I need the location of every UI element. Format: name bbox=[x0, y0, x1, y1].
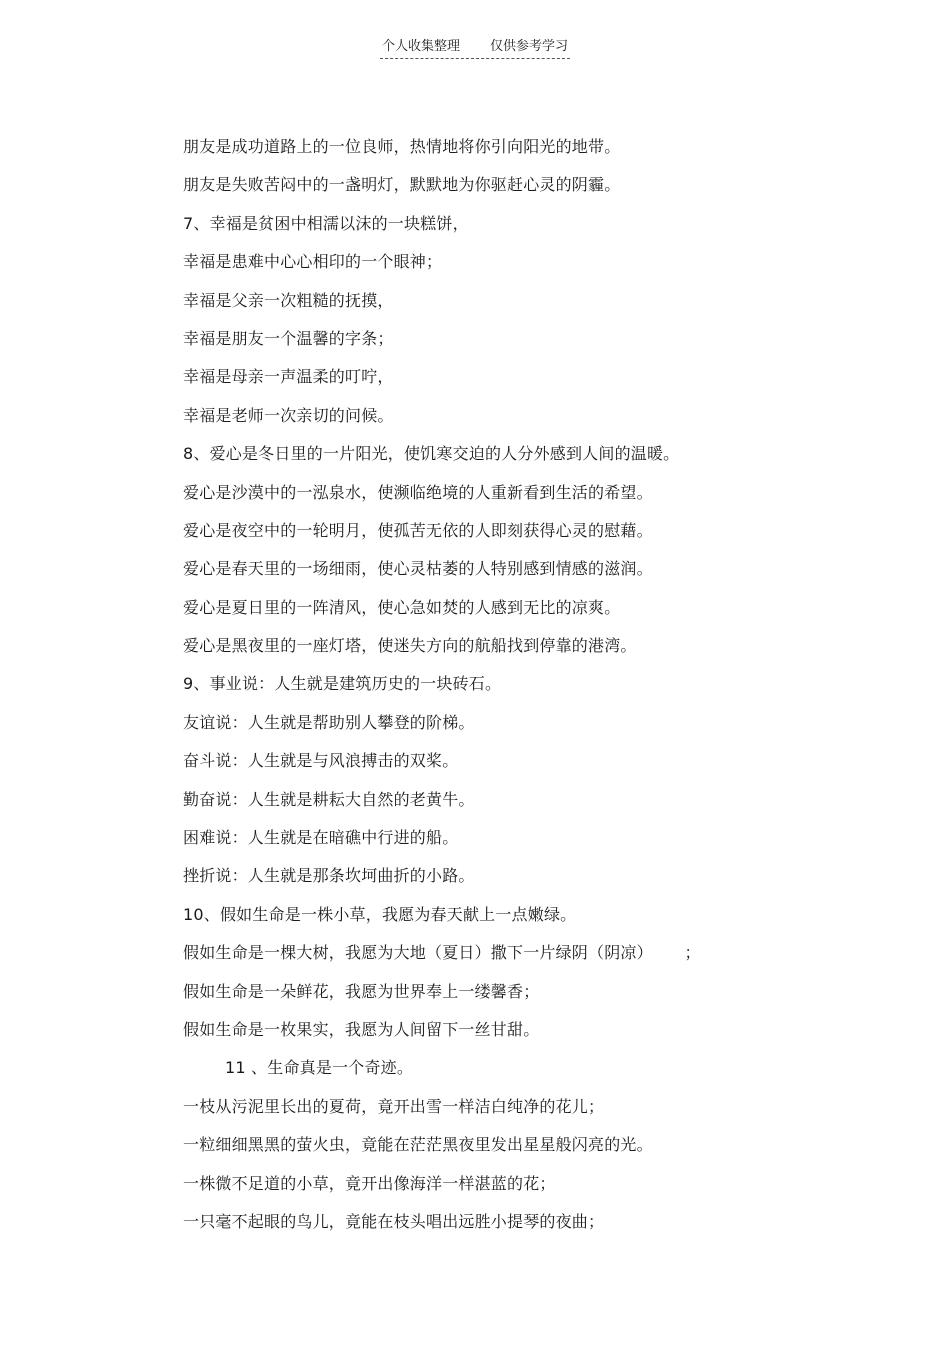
text-line: 一只毫不起眼的鸟儿，竟能在枝头唱出远胜小提琴的夜曲； bbox=[183, 1211, 605, 1231]
text-line: 一枝从污泥里长出的夏荷，竟开出雪一样洁白纯净的花儿； bbox=[183, 1096, 605, 1116]
text-line: 困难说：人生就是在暗礁中行进的船。 bbox=[183, 828, 459, 848]
text-line: 一株微不足道的小草，竟开出像海洋一样湛蓝的花； bbox=[183, 1173, 556, 1193]
text-line: 一粒细细黑黑的萤火虫，竟能在茫茫黑夜里发出星星般闪亮的光。 bbox=[183, 1135, 653, 1155]
text-line: 10、假如生命是一株小草，我愿为春天献上一点嫩绿。 bbox=[183, 904, 577, 924]
text-line: 幸福是朋友一个温馨的字条； bbox=[183, 328, 394, 348]
header-left-text: 个人收集整理 bbox=[381, 39, 460, 54]
header-underline bbox=[380, 38, 570, 59]
text-line: 幸福是父亲一次粗糙的抚摸， bbox=[183, 290, 394, 310]
text-line: 勤奋说：人生就是耕耘大自然的老黄牛。 bbox=[183, 789, 475, 809]
text-line: 奋斗说：人生就是与风浪搏击的双桨。 bbox=[183, 751, 459, 771]
text-line: 爱心是黑夜里的一座灯塔，使迷失方向的航船找到停靠的港湾。 bbox=[183, 636, 637, 656]
text-line: 假如生命是一棵大树，我愿为大地（夏日）撒下一片绿阴（阴凉） ； bbox=[183, 943, 701, 963]
text-line: 幸福是患难中心心相印的一个眼神； bbox=[183, 252, 443, 272]
text-line: 爱心是沙漠中的一泓泉水，使濒临绝境的人重新看到生活的希望。 bbox=[183, 482, 653, 502]
text-line: 假如生命是一朵鲜花，我愿为世界奉上一缕馨香； bbox=[183, 981, 540, 1001]
text-line: 9、事业说：人生就是建筑历史的一块砖石。 bbox=[183, 674, 502, 694]
text-line: 友谊说：人生就是帮助别人攀登的阶梯。 bbox=[183, 712, 475, 732]
document-body bbox=[183, 128, 803, 1241]
header-right-text: 仅供参考学习 bbox=[490, 39, 569, 54]
text-line: 爱心是春天里的一场细雨，使心灵枯萎的人特别感到情感的滋润。 bbox=[183, 559, 653, 579]
page-header bbox=[0, 38, 950, 59]
text-line: 假如生命是一枚果实，我愿为人间留下一丝甘甜。 bbox=[183, 1019, 540, 1039]
text-line: 挫折说：人生就是那条坎坷曲折的小路。 bbox=[183, 866, 475, 886]
text-line: 幸福是老师一次亲切的问候。 bbox=[183, 405, 394, 425]
text-line: 11 、生命真是一个奇迹。 bbox=[225, 1058, 414, 1078]
text-line: 8、爱心是冬日里的一片阳光，使饥寒交迫的人分外感到人间的温暖。 bbox=[183, 444, 680, 464]
text-line: 朋友是失败苦闷中的一盏明灯，默默地为你驱赶心灵的阴霾。 bbox=[183, 175, 621, 195]
text-line: 7、幸福是贫困中相濡以沫的一块糕饼， bbox=[183, 213, 469, 233]
text-line: 幸福是母亲一声温柔的叮咛， bbox=[183, 367, 394, 387]
text-line: 朋友是成功道路上的一位良师，热情地将你引向阳光的地带。 bbox=[183, 137, 621, 156]
text-line: 爱心是夜空中的一轮明月，使孤苦无依的人即刻获得心灵的慰藉。 bbox=[183, 520, 653, 540]
text-line: 爱心是夏日里的一阵清风，使心急如焚的人感到无比的凉爽。 bbox=[183, 597, 621, 617]
